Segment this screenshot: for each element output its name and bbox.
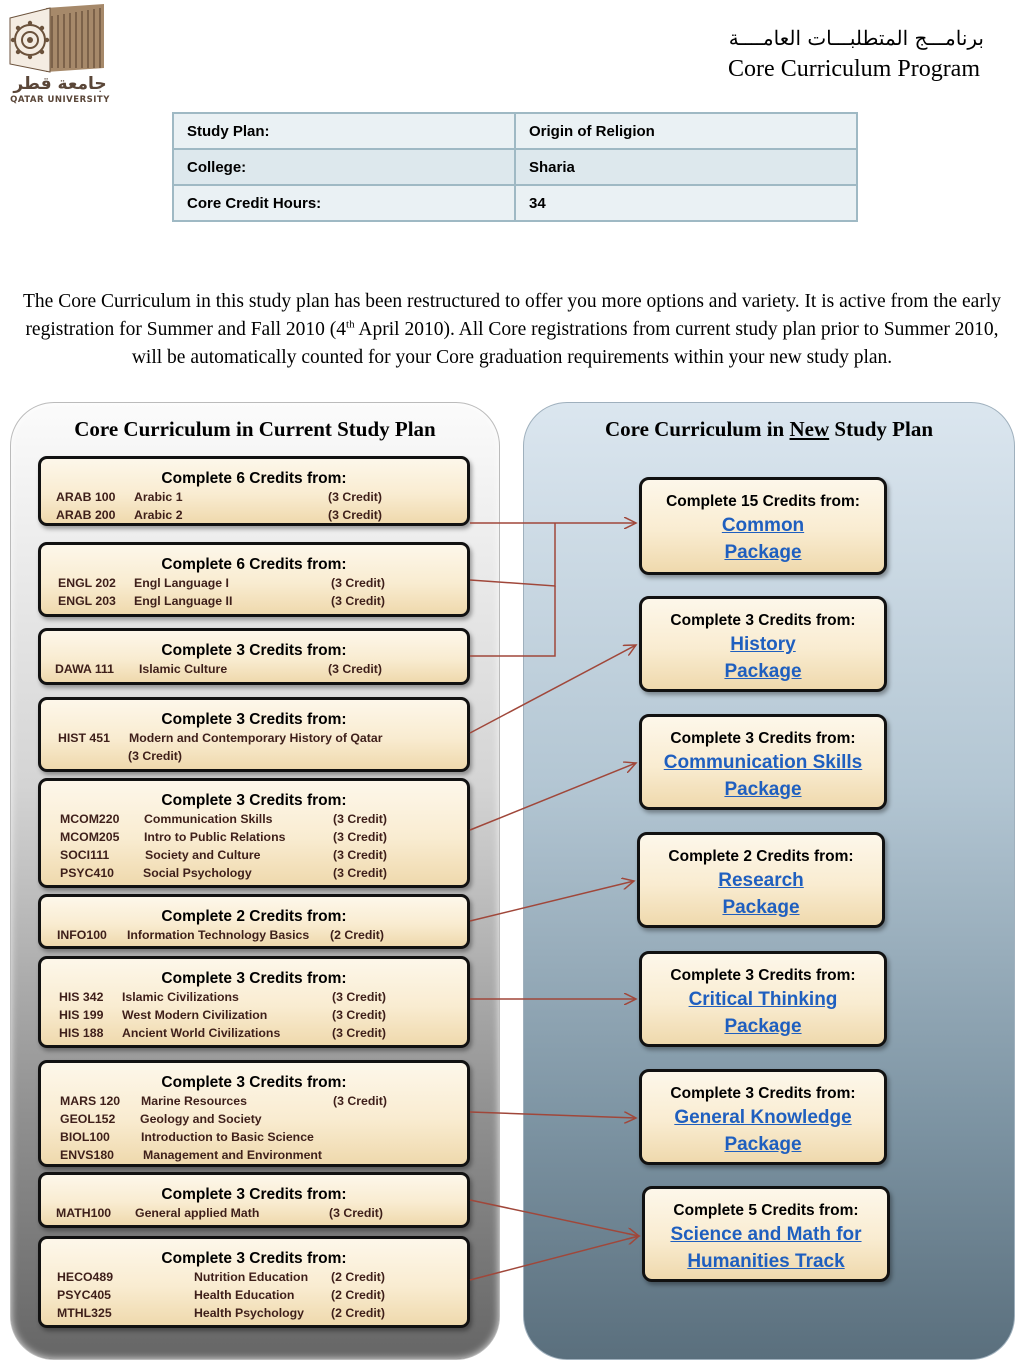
package-title: Complete 3 Credits from: [670,612,856,629]
course-row [41,1268,467,1286]
common-package-link[interactable]: Common [721,515,805,536]
course-group-title: Complete 3 Credits from: [161,970,347,987]
course-name: Communication Skills [144,812,273,826]
course-code: PSYC405 [57,1288,112,1302]
course-code: MCOM220 [60,812,120,826]
research-package-link[interactable]: Research [718,870,804,891]
course-group-islamic-culture [38,628,470,685]
course-code: ARAB 100 [56,490,116,504]
course-credit: (2 Credit) [331,1270,385,1284]
course-credit: (3 Credit) [332,990,386,1004]
course-name: Nutrition Education [194,1270,309,1284]
course-code: INFO100 [57,928,107,942]
package-common [639,477,887,575]
course-name: Arabic 1 [134,490,183,504]
course-name: Information Technology Basics [127,928,310,942]
course-row [41,488,467,506]
course-group-title: Complete 3 Credits from: [161,642,347,659]
course-row [41,1204,467,1222]
course-row [41,1146,467,1164]
course-name: Social Psychology [143,866,252,880]
course-row [41,747,467,765]
course-group-history-qatar [38,697,470,772]
package-title: Complete 3 Credits from: [670,730,856,747]
course-row [41,1110,467,1128]
page-title: Core Curriculum Program [728,56,980,82]
current-plan-title: Core Curriculum in Current Study Plan [74,417,436,441]
course-credit: (2 Credit) [331,1288,385,1302]
course-code: MARS 120 [60,1094,121,1108]
course-group-arabic [38,456,470,526]
course-code: HIST 451 [58,731,110,745]
study-plan-value: Origin of Religion [515,113,857,149]
course-name: Society and Culture [145,848,261,862]
course-row [41,864,467,882]
qatar-university-logo [6,4,110,104]
course-credit: (3 Credit) [328,508,382,522]
course-code: BIOL100 [60,1130,110,1144]
course-name: Modern and Contemporary History of Qatar [129,731,383,745]
course-code: MCOM205 [60,830,120,844]
course-group-title: Complete 3 Credits from: [161,711,347,728]
course-name: Management and Environment [143,1148,323,1162]
package-general-knowledge [639,1069,887,1165]
course-group-title: Complete 6 Credits from: [161,470,347,487]
course-code: MATH100 [56,1206,112,1220]
course-credit: (3 Credit) [333,830,387,844]
credit-hours-label: Core Credit Hours: [173,185,515,221]
science-math-package-link[interactable]: Science and Math for [670,1224,862,1245]
course-credit: (3 Credit) [328,490,382,504]
course-credit: (3 Credit) [331,594,385,608]
course-row [41,592,467,610]
course-code: DAWA 111 [55,662,115,676]
package-title: Complete 15 Credits from: [666,493,860,510]
course-name: West Modern Civilization [122,1008,268,1022]
study-plan-label: Study Plan: [173,113,515,149]
college-label: College: [173,149,515,185]
history-package-link[interactable]: History [730,634,796,655]
course-code: MTHL325 [57,1306,112,1320]
course-group-english [38,542,470,617]
course-row [41,729,467,747]
course-name: Engl Language II [134,594,233,608]
course-code: HIS 199 [59,1008,104,1022]
course-credit: (3 Credit) [328,662,382,676]
course-code: HIS 188 [59,1026,104,1040]
intro-text-1: The Core Curriculum in this study plan has been restructured to offer you more options and variety. It is active from the early registration for Summer and Fall 2010 (4 [23,291,1001,340]
course-group-health [38,1236,470,1328]
course-code: GEOL152 [60,1112,116,1126]
package-critical-thinking [639,951,887,1047]
course-name: Health Education [194,1288,295,1302]
course-name: Introduction to Basic Science [141,1130,314,1144]
intro-text-2: April 2010). All Core registrations from current study plan prior to Summer 2010, will be automatically counted for your Core graduation requirements within your new study plan. [131,319,999,368]
science-math-package-link-line2[interactable]: Humanities Track [687,1251,845,1272]
package-title: Complete 2 Credits from: [668,848,854,865]
course-name: Islamic Civilizations [122,990,239,1004]
course-code: PSYC410 [60,866,115,880]
study-plan-info-table [172,112,858,222]
course-name: Intro to Public Relations [144,830,286,844]
package-title: Complete 3 Credits from: [670,967,856,984]
course-code: SOCI111 [60,848,110,862]
package-science-math [642,1186,890,1282]
course-name: Marine Resources [141,1094,247,1108]
course-group-science [38,1060,470,1167]
course-group-title: Complete 3 Credits from: [161,1186,347,1203]
course-name: Geology and Society [140,1112,262,1126]
course-group-title: Complete 3 Credits from: [161,792,347,809]
common-package-link-line2[interactable]: Package [724,542,802,563]
package-title: Complete 3 Credits from: [670,1085,856,1102]
course-row [41,1128,467,1146]
course-code: ENGL 203 [58,594,116,608]
package-research [637,832,885,928]
course-name: Engl Language I [134,576,229,590]
course-row [41,1286,467,1304]
course-name: Health Psychology [194,1306,305,1320]
logo-arabic-name: جامعة قطر [13,74,107,94]
course-credit: (3 Credit) [332,1008,386,1022]
course-credit: (3 Credit) [329,1206,383,1220]
general-knowledge-package-link[interactable]: General Knowledge [674,1107,852,1128]
critical-thinking-package-link[interactable]: Critical Thinking [688,989,838,1010]
course-group-title: Complete 3 Credits from: [161,1074,347,1091]
course-row [41,828,467,846]
new-plan-title-pre: Core Curriculum in [604,417,790,441]
university-emblem-icon [6,4,110,74]
course-credit: (3 Credit) [333,848,387,862]
intro-paragraph [20,288,1004,372]
course-credit: (3 Credit) [128,749,182,763]
package-title: Complete 5 Credits from: [673,1202,859,1219]
course-row [41,926,467,944]
general-knowledge-package-link-line2[interactable]: Package [724,1134,802,1155]
course-name: Islamic Culture [139,662,228,676]
new-plan-title [524,417,1014,442]
credit-hours-value: 34 [515,185,857,221]
course-row [41,660,467,678]
course-code: HIS 342 [59,990,104,1004]
course-credit: (2 Credit) [330,928,384,942]
course-group-title: Complete 2 Credits from: [161,908,347,925]
new-plan-title-post: Study Plan [829,417,934,441]
table-row [173,185,857,221]
course-row [41,1304,467,1322]
course-name: General applied Math [135,1206,260,1220]
history-package-link-line2[interactable]: Package [724,661,802,682]
course-row [41,1024,467,1042]
course-row [41,1092,467,1110]
course-credit: (3 Credit) [333,1094,387,1108]
course-row [41,574,467,592]
course-row [41,846,467,864]
course-code: ENVS180 [60,1148,115,1162]
research-package-link-line2[interactable]: Package [722,897,800,918]
logo-english-name: QATAR UNIVERSITY [10,95,110,105]
communication-skills-package-link-line2[interactable]: Package [724,779,802,800]
course-group-math [38,1172,470,1228]
package-history [639,596,887,692]
course-group-information-technology [38,894,470,949]
course-group-communication [38,778,470,888]
page-title-arabic: برنامـــج المتطلبـــات العامــــة [728,26,984,50]
new-plan-title-emphasis: New [789,417,830,441]
college-value: Sharia [515,149,857,185]
course-group-civilizations [38,956,470,1048]
course-row [41,1006,467,1024]
communication-skills-package-link[interactable]: Communication Skills [663,752,863,773]
course-group-title: Complete 3 Credits from: [161,1250,347,1267]
course-group-title: Complete 6 Credits from: [161,556,347,573]
critical-thinking-package-link-line2[interactable]: Package [724,1016,802,1037]
table-row [173,149,857,185]
course-code: ENGL 202 [58,576,116,590]
course-row [41,988,467,1006]
course-row [41,810,467,828]
course-credit: (2 Credit) [331,1306,385,1320]
course-credit: (3 Credit) [332,1026,386,1040]
course-name: Arabic 2 [134,508,183,522]
course-credit: (3 Credit) [331,576,385,590]
package-communication-skills [639,714,887,810]
course-name: Ancient World Civilizations [122,1026,281,1040]
course-credit: (3 Credit) [333,866,387,880]
intro-superscript: th [346,318,355,331]
table-row [173,113,857,149]
course-code: HECO489 [57,1270,114,1284]
course-credit: (3 Credit) [333,812,387,826]
course-row [41,506,467,524]
course-code: ARAB 200 [56,508,116,522]
